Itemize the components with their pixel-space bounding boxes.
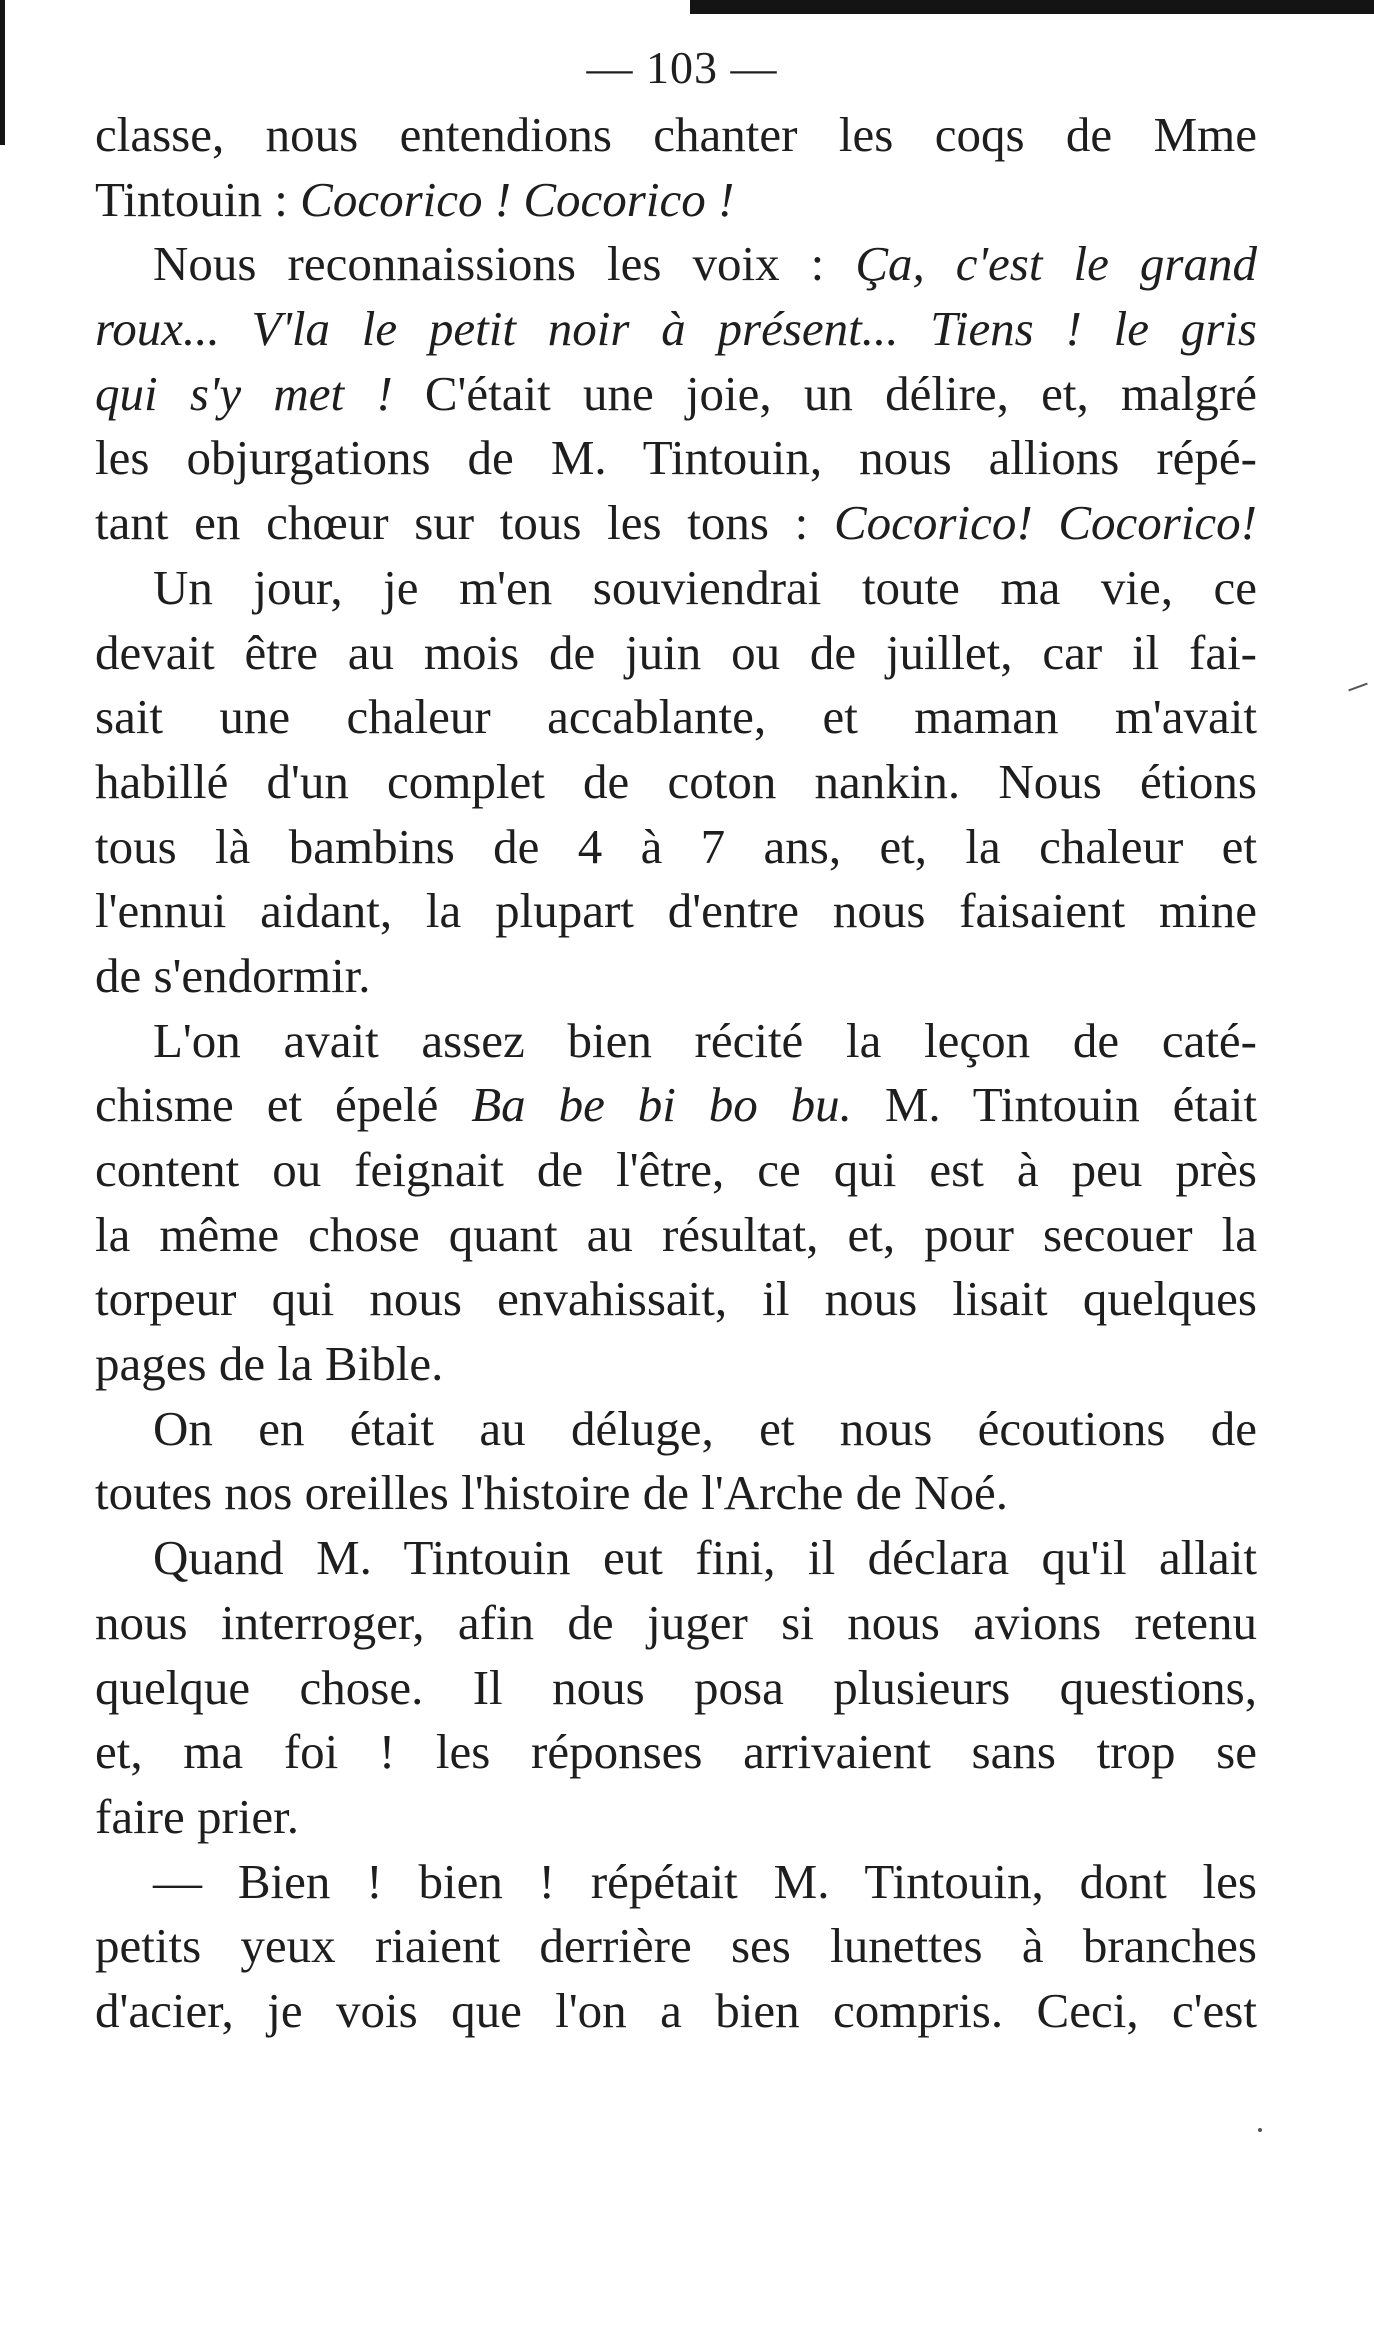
text-segment: Tintouin : [95, 171, 301, 227]
margin-pencil-mark [1348, 683, 1367, 692]
text-segment-italic: roux... V'la le petit noir à présent... Tiens ! le gris [95, 301, 1257, 357]
text-segment: et, ma foi ! les réponses arrivaient sans trop se [95, 1724, 1257, 1780]
text-line [95, 1526, 1257, 1591]
text-line [95, 1397, 1257, 1462]
text-line [95, 879, 1257, 944]
text-line [95, 232, 1257, 297]
text-segment: nous interroger, afin de juger si nous avions retenu [95, 1594, 1257, 1650]
text-line [95, 750, 1257, 815]
text-segment-italic: Ba be bi bo bu. [471, 1077, 852, 1133]
text-line [95, 815, 1257, 880]
text-line [95, 1979, 1257, 2044]
text-line [95, 1656, 1257, 1721]
text-segment: classe, nous entendions chanter les coqs de Mme [95, 107, 1257, 162]
text-line [95, 103, 1257, 168]
text-line [95, 1461, 1257, 1526]
text-line [95, 168, 1257, 233]
text-line [95, 1914, 1257, 1979]
text-line [95, 426, 1257, 491]
text-segment: Un jour, je m'en souviendrai toute ma vie, ce [153, 559, 1257, 615]
text-line [95, 1267, 1257, 1332]
text-line [95, 1332, 1257, 1397]
book-page [95, 38, 1257, 2044]
text-line [95, 1073, 1257, 1138]
text-line [95, 1591, 1257, 1656]
text-line [95, 491, 1257, 556]
text-line [95, 621, 1257, 686]
top-border-rule [690, 0, 1374, 14]
text-line [95, 1785, 1257, 1850]
text-segment: Nous reconnaissions les voix : [153, 236, 856, 292]
text-line [95, 1720, 1257, 1785]
text-segment-italic: Ça, c'est le grand [855, 236, 1257, 292]
text-segment: de s'endormir. [95, 947, 371, 1003]
text-segment: chisme et épelé [95, 1077, 472, 1133]
text-segment: Quand M. Tintouin eut fini, il déclara qu'il allait [153, 1530, 1257, 1586]
text-segment: L'on avait assez bien récité la leçon de caté- [153, 1012, 1257, 1068]
text-segment: l'ennui aidant, la plupart d'entre nous faisaient mine [95, 883, 1257, 939]
text-segment-italic: Cocorico! Cocorico! [833, 495, 1257, 551]
text-segment: — Bien ! bien ! répétait M. Tintouin, dont les [153, 1853, 1257, 1909]
text-segment: tant en chœur sur tous les tons : [95, 495, 834, 551]
text-segment-italic: Cocorico ! Cocorico ! [300, 171, 735, 227]
text-line [95, 362, 1257, 427]
text-line [95, 1850, 1257, 1915]
text-segment: C'était une joie, un délire, et, malgré [392, 365, 1257, 421]
text-line [95, 556, 1257, 621]
body-text [95, 103, 1257, 2044]
text-line [95, 1138, 1257, 1203]
text-segment: la même chose quant au résultat, et, pour secouer la [95, 1206, 1257, 1262]
text-segment: les objurgations de M. Tintouin, nous allions répé- [95, 430, 1257, 486]
text-line [95, 944, 1257, 1009]
text-segment: M. Tintouin était [851, 1077, 1257, 1133]
page-number: — 103 — [586, 42, 778, 93]
text-segment: pages de la Bible. [95, 1336, 444, 1392]
ink-speck [1258, 2128, 1262, 2132]
text-segment: faire prier. [95, 1788, 300, 1844]
text-segment: content ou feignait de l'être, ce qui est à peu près [95, 1142, 1257, 1197]
text-line [95, 1009, 1257, 1074]
text-segment: toutes nos oreilles l'histoire de l'Arche de Noé. [95, 1465, 1009, 1521]
text-segment: torpeur qui nous envahissait, il nous lisait quelques [95, 1271, 1257, 1327]
text-line [95, 685, 1257, 750]
text-line [95, 297, 1257, 362]
left-border-rule [0, 0, 5, 145]
text-segment-italic: qui s'y met ! [95, 365, 393, 421]
text-segment: sait une chaleur accablante, et maman m'avait [95, 689, 1257, 745]
text-segment: petits yeux riaient derrière ses lunettes à branches [95, 1918, 1257, 1974]
text-segment: tous là bambins de 4 à 7 ans, et, la chaleur et [95, 818, 1257, 874]
text-segment: devait être au mois de juin ou de juillet, car il fai- [95, 624, 1257, 680]
text-segment: d'acier, je vois que l'on a bien compris. Ceci, c'est [95, 1982, 1257, 2038]
text-segment: quelque chose. Il nous posa plusieurs questions, [95, 1659, 1257, 1715]
text-segment: On en était au déluge, et nous écoutions de [153, 1400, 1257, 1456]
text-segment: habillé d'un complet de coton nankin. Nous étions [95, 753, 1257, 809]
text-line [95, 1203, 1257, 1268]
